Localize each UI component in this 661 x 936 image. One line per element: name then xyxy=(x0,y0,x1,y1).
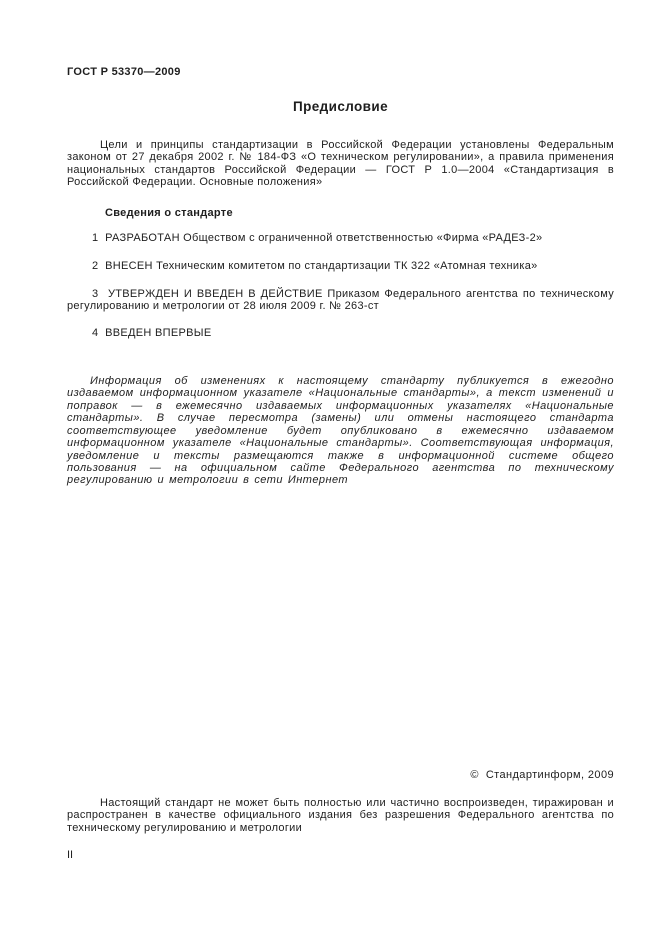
intro-paragraph: Цели и принципы стандартизации в Российской Федерации установлены Федеральным законом от 27 декабря 2002 г. № 184-ФЗ «О техническом регулировании», а правила применения национальных стандартов Российской Федерации — ГОСТ Р 1.0—2004 «Стандартизация в Российской Федерации. Основные положения» xyxy=(67,139,614,189)
page-number: II xyxy=(67,849,74,861)
page-title: Предисловие xyxy=(293,99,388,114)
standard-info-item-2: 2 ВНЕСЕН Техническим комитетом по стандартизации ТК 322 «Атомная техника» xyxy=(92,260,538,273)
amendments-notice: Информация об изменениях к настоящему стандарту публикуется в ежегодно издаваемом информационном указателе «Национальные стандарты», а текст изменений и поправок — в ежемесячно издаваемых информационных указателях «Национальные стандарты». В случае пересмотра (замены) или отмены настоящего стандарта соответствующее уведомление будет опубликовано в ежемесячно издаваемом информационном указателе «Национальные стандарты». Соответствующая информация, уведомление и тексты размещаются также в информационной системе общего пользования — на официальном сайте Федерального агентства по техническому регулированию и метрологии в сети Интернет xyxy=(67,375,614,487)
copyright-line: © Стандартинформ, 2009 xyxy=(470,769,614,781)
standard-info-item-4: 4 ВВЕДЕН ВПЕРВЫЕ xyxy=(92,326,212,339)
standard-info-heading: Сведения о стандарте xyxy=(105,206,233,219)
standard-info-item-1: 1 РАЗРАБОТАН Обществом с ограниченной ответственностью «Фирма «РАДЕЗ-2» xyxy=(92,232,543,245)
standard-info-item-3: 3 УТВЕРЖДЕН И ВВЕДЕН В ДЕЙСТВИЕ Приказом Федерального агентства по техническому регулированию и метрологии от 28 июля 2009 г. № 263-ст xyxy=(67,287,614,313)
reproduction-notice: Настоящий стандарт не может быть полностью или частично воспроизведен, тиражирован и распространен в качестве официального издания без разрешения Федерального агентства по техническому регулированию и метрологии xyxy=(67,797,614,834)
doc-code: ГОСТ Р 53370—2009 xyxy=(67,66,181,78)
page-content xyxy=(67,66,614,487)
